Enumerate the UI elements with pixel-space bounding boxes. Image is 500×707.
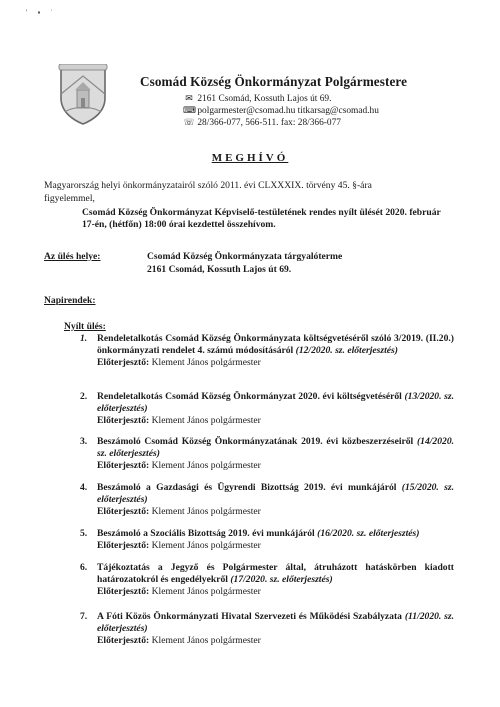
presenter-label: Előterjesztő: [97,505,150,517]
presenter-label: Előterjesztő: [97,585,150,597]
item-title: Tájékoztatás a Jegyző és Polgármester által, átruházott hatáskörben kiadott határozatokról és engedélyekről [97,562,454,585]
venue-line-1: Csomád Község Önkormányzata tárgyalóterme [147,251,343,262]
item-reference: (15/2020. sz. előterjesztés) [97,482,454,505]
item-presenter [97,586,454,598]
item-title: Rendeletalkotás Csomád Község Önkormányzat 2020. évi költségvetéséről [97,391,402,402]
presenter-name: Klement János polgármester [151,634,261,646]
phone-line [183,118,341,130]
item-reference: (17/2020. sz. előterjesztés) [230,573,333,585]
item-presenter [97,357,454,369]
item-title: Beszámoló Csomád Község Önkormányzatának 2019. évi közbeszerzéseiről [97,436,414,447]
venue-block [147,251,342,277]
presenter-name: Klement János polgármester [151,505,261,517]
presenter-name: Klement János polgármester [151,356,261,368]
open-session-heading: Nyílt ülés: [64,321,106,332]
address-text: 2161 Csomád, Kossuth Lajos út 69. [197,94,332,104]
item-presenter [97,506,454,518]
convocation-statement: Csomád Község Önkormányzat Képviselő-testületének rendes nyílt ülését 2020. február 17-én, (hétfőn) 18:00 órai kezdettel összehívom. [82,207,441,230]
agenda-heading: Napirendek: [44,295,96,306]
agenda-item [82,391,454,427]
address-line [183,94,331,106]
item-number: 5. [80,528,88,539]
item-presenter [97,460,454,472]
item-presenter [97,540,454,552]
document-title: MEGHÍVÓ [211,152,289,164]
item-number: 4. [80,482,88,493]
item-number: 3. [80,436,88,447]
presenter-label: Előterjesztő: [97,459,150,471]
intro-text: Magyarország helyi önkormányzatairól szóló 2011. évi CLXXXIX. törvény 45. §-ára [44,180,372,191]
presenter-label: Előterjesztő: [97,539,150,551]
item-number: 1. [80,333,88,344]
presenter-name: Klement János polgármester [151,459,261,471]
presenter-label: Előterjesztő: [97,634,150,646]
item-title: Beszámoló a Szociális Bizottság 2019. évi munkájáról [97,528,315,539]
agenda-item [82,528,454,552]
item-title: Beszámoló a Gazdasági és Ügyrendi Bizottság 2019. évi munkájáról [97,482,397,493]
presenter-label: Előterjesztő: [97,414,150,426]
item-reference: (14/2020. sz. előterjesztés) [97,436,455,459]
item-presenter [97,415,454,427]
presenter-name: Klement János polgármester [151,414,261,426]
presenter-label: Előterjesztő: [97,356,150,368]
envelope-icon: ✉ [185,94,193,104]
agenda-item [82,333,454,369]
coat-of-arms-logo [57,64,109,126]
item-presenter [97,635,454,647]
agenda-item [82,436,454,472]
telephone-icon: ☏ [183,118,195,128]
item-reference: (13/2020. sz. előterjesztés) [97,391,454,414]
agenda-item [82,562,454,598]
item-title: A Fóti Közös Önkormányzati Hivatal Szervezeti és Működési Szabályzata [97,611,402,622]
presenter-name: Klement János polgármester [151,585,261,597]
venue-label: Az ülés helye: [44,251,101,262]
agenda-item [82,611,454,647]
venue-line-2: 2161 Csomád, Kossuth Lajos út 69. [147,263,292,275]
item-reference: (12/2020. sz. előterjesztés) [295,344,398,356]
computer-icon: ⌨ [183,106,196,116]
item-title: Rendeletalkotás Csomád Község Önkormányzata költségvetéséről szóló 3/2019. (II.20.) önkormányzati rendelet 4. számú módosításáról [97,333,454,356]
email-line [183,106,379,118]
email-text: polgarmester@csomad.hu titkarsag@csomad.hu [197,106,379,116]
phone-text: 28/366-077, 566-511. fax: 28/366-077 [197,118,341,128]
intro-text-cont: figyelemmel, [44,193,95,204]
item-number: 6. [80,562,88,573]
item-number: 2. [80,391,88,402]
scan-specks: ' ▪ ˙ [26,8,57,17]
item-reference: (11/2020. sz. előterjesztés) [97,611,455,634]
item-reference: (16/2020. sz. előterjesztés) [317,528,420,539]
presenter-name: Klement János polgármester [151,539,261,551]
item-number: 7. [80,611,88,622]
organization-name: Csomád Község Önkormányzat Polgármestere [140,74,408,89]
agenda-item [82,482,454,518]
